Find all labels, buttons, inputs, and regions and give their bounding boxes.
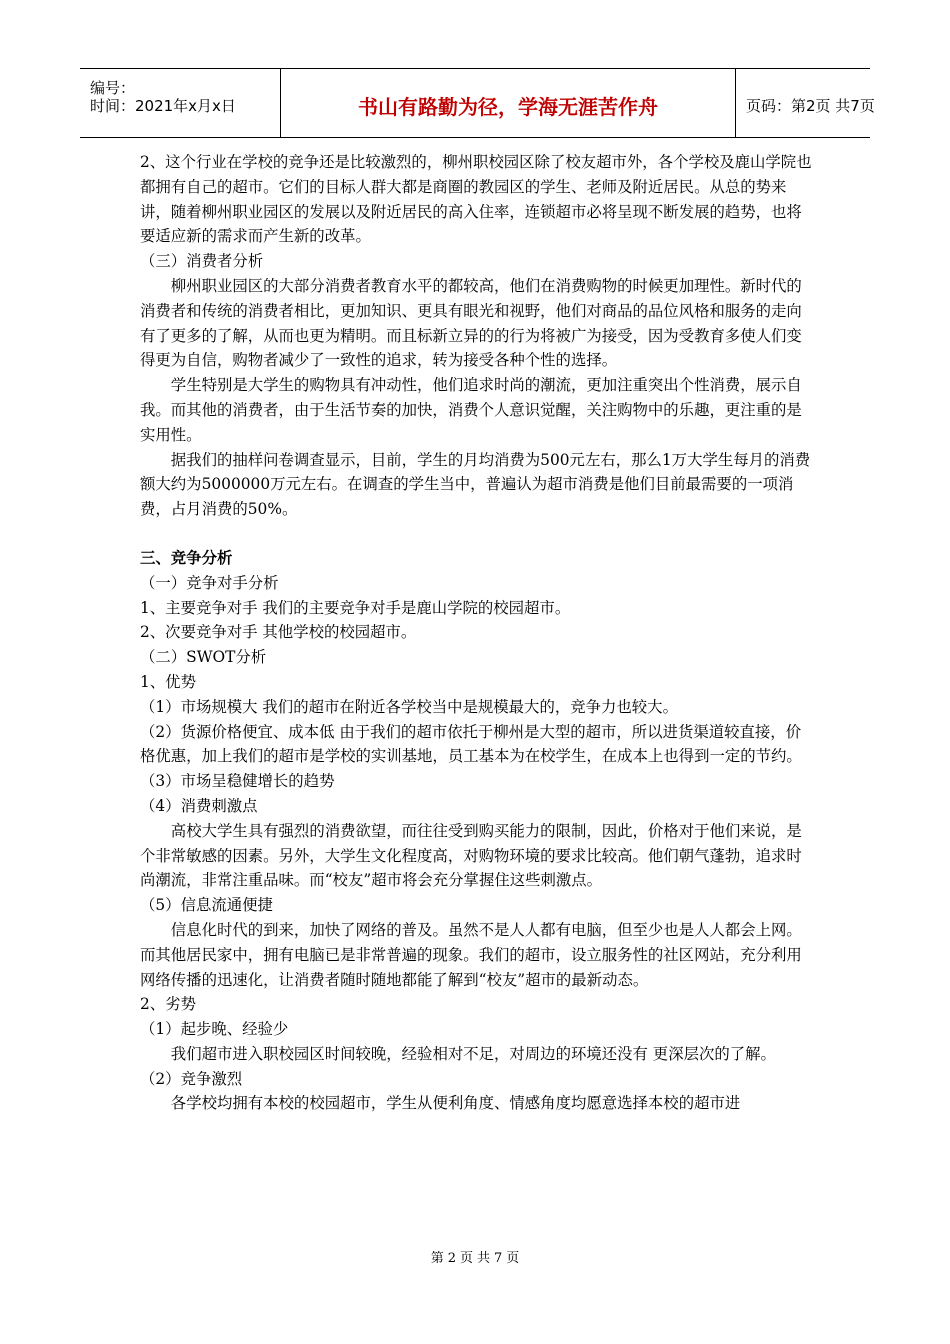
footer-text: 共 (477, 1251, 491, 1266)
spacer (140, 522, 812, 546)
paragraph: 1、主要竞争对手 我们的主要竞争对手是鹿山学院的校园超市。 (140, 598, 571, 617)
header-page-cell (734, 69, 875, 137)
paragraph: （3）市场呈稳健增长的趋势 (140, 772, 335, 791)
header-page-code: 页码：第2页 共7页 (746, 97, 875, 115)
list-heading: 2、劣势 (140, 995, 196, 1014)
section-subheading: （一）竞争对手分析 (140, 573, 279, 592)
page-header (80, 68, 875, 138)
footer-text: 页 (506, 1251, 520, 1266)
footer-text: 第 (430, 1251, 444, 1266)
footer-page-number: 2 (447, 1251, 456, 1266)
document-body (140, 150, 812, 1116)
section-heading: 三、竞争分析 (140, 548, 233, 567)
section-subheading: （三）消费者分析 (140, 252, 264, 271)
paragraph: 我们超市进入职校园区时间较晚，经验相对不足，对周边的环境还没有 更深层次的了解。 (170, 1044, 776, 1063)
section-subheading: （二）SWOT分析 (140, 648, 267, 667)
paragraph: 2、这个行业在学校的竞争还是比较激烈的，柳州职校园区除了校友超市外，各个学校及鹿山学院也都拥有自己的超市。它们的目标人群大都是商圈的教园区的学生、老师及附近居民。从总的势来讲，随着柳州职业园区的发展以及附近居民的高入住率，连锁超市必将呈现不断发展的趋势，也将要适应新的需求而产生新的改革。 (140, 153, 812, 246)
paragraph: （1）起步晚、经验少 (140, 1020, 289, 1039)
header-info-cell (80, 69, 280, 137)
footer-text: 页 (459, 1251, 473, 1266)
page-footer (0, 1247, 950, 1266)
footer-total-pages: 7 (494, 1251, 503, 1266)
paragraph: 高校大学生具有强烈的消费欲望，而往往受到购买能力的限制，因此，价格对于他们来说，是个非常敏感的因素。另外，大学生文化程度高，对购物环境的要求比较高。他们朝气蓬勃，追求时尚潮流，非常注重品味。而“校友”超市将会充分掌握住这些刺激点。 (140, 821, 802, 890)
header-motto-cell (280, 69, 736, 137)
paragraph: 信息化时代的到来，加快了网络的普及。虽然不是人人都有电脑，但至少也是人人都会上网。而其他居民家中，拥有电脑已是非常普遍的现象。我们的超市，设立服务性的社区网站，充分利用网络传播的迅速化，让消费者随时随地都能了解到“校友”超市的最新动态。 (140, 920, 802, 989)
paragraph: 各学校均拥有本校的校园超市，学生从便利角度、情感角度均愿意选择本校的超市进 (170, 1094, 741, 1113)
header-motto: 书山有路勤为径，学海无涯苦作舟 (358, 95, 658, 119)
document-date: 时间：2021年x月x日 (90, 97, 236, 115)
paragraph: （4）消费刺激点 (140, 796, 258, 815)
paragraph: （5）信息流通便捷 (140, 896, 273, 915)
paragraph: 2、次要竞争对手 其他学校的校园超市。 (140, 623, 417, 642)
list-heading: 1、优势 (140, 672, 196, 691)
paragraph: （2）竞争激烈 (140, 1069, 243, 1088)
paragraph: （2）货源价格便宜、成本低 由于我们的超市依托于柳州是大型的超市，所以进货渠道较直接，价格优惠，加上我们的超市是学校的实训基地，员工基本为在校学生，在成本上也得到一定的节约。 (140, 722, 802, 766)
paragraph: （1）市场规模大 我们的超市在附近各学校当中是规模最大的，竞争力也较大。 (140, 697, 678, 716)
paragraph: 据我们的抽样问卷调查显示，目前，学生的月均消费为500元左右，那么1万大学生每月的消费额大约为5000000万元左右。在调查的学生当中，普遍认为超市消费是他们目前最需要的一项消费，占月消费的50%。 (140, 450, 811, 519)
document-number-label: 编号： (90, 79, 136, 97)
paragraph: 柳州职业园区的大部分消费者教育水平的都较高，他们在消费购物的时候更加理性。新时代的消费者和传统的消费者相比，更加知识、更具有眼光和视野，他们对商品的品位风格和服务的走向有了更多的了解，从而也更为精明。而且标新立异的的行为将被广为接受，因为受教育多使人们变得更为自信，购物者减少了一致性的追求，转为接受各种个性的选择。 (140, 276, 802, 370)
paragraph: 学生特别是大学生的购物具有冲动性，他们追求时尚的潮流，更加注重突出个性消费，展示自我。而其他的消费者，由于生活节奏的加快，消费个人意识觉醒，关注购物中的乐趣，更注重的是实用性。 (140, 376, 802, 444)
